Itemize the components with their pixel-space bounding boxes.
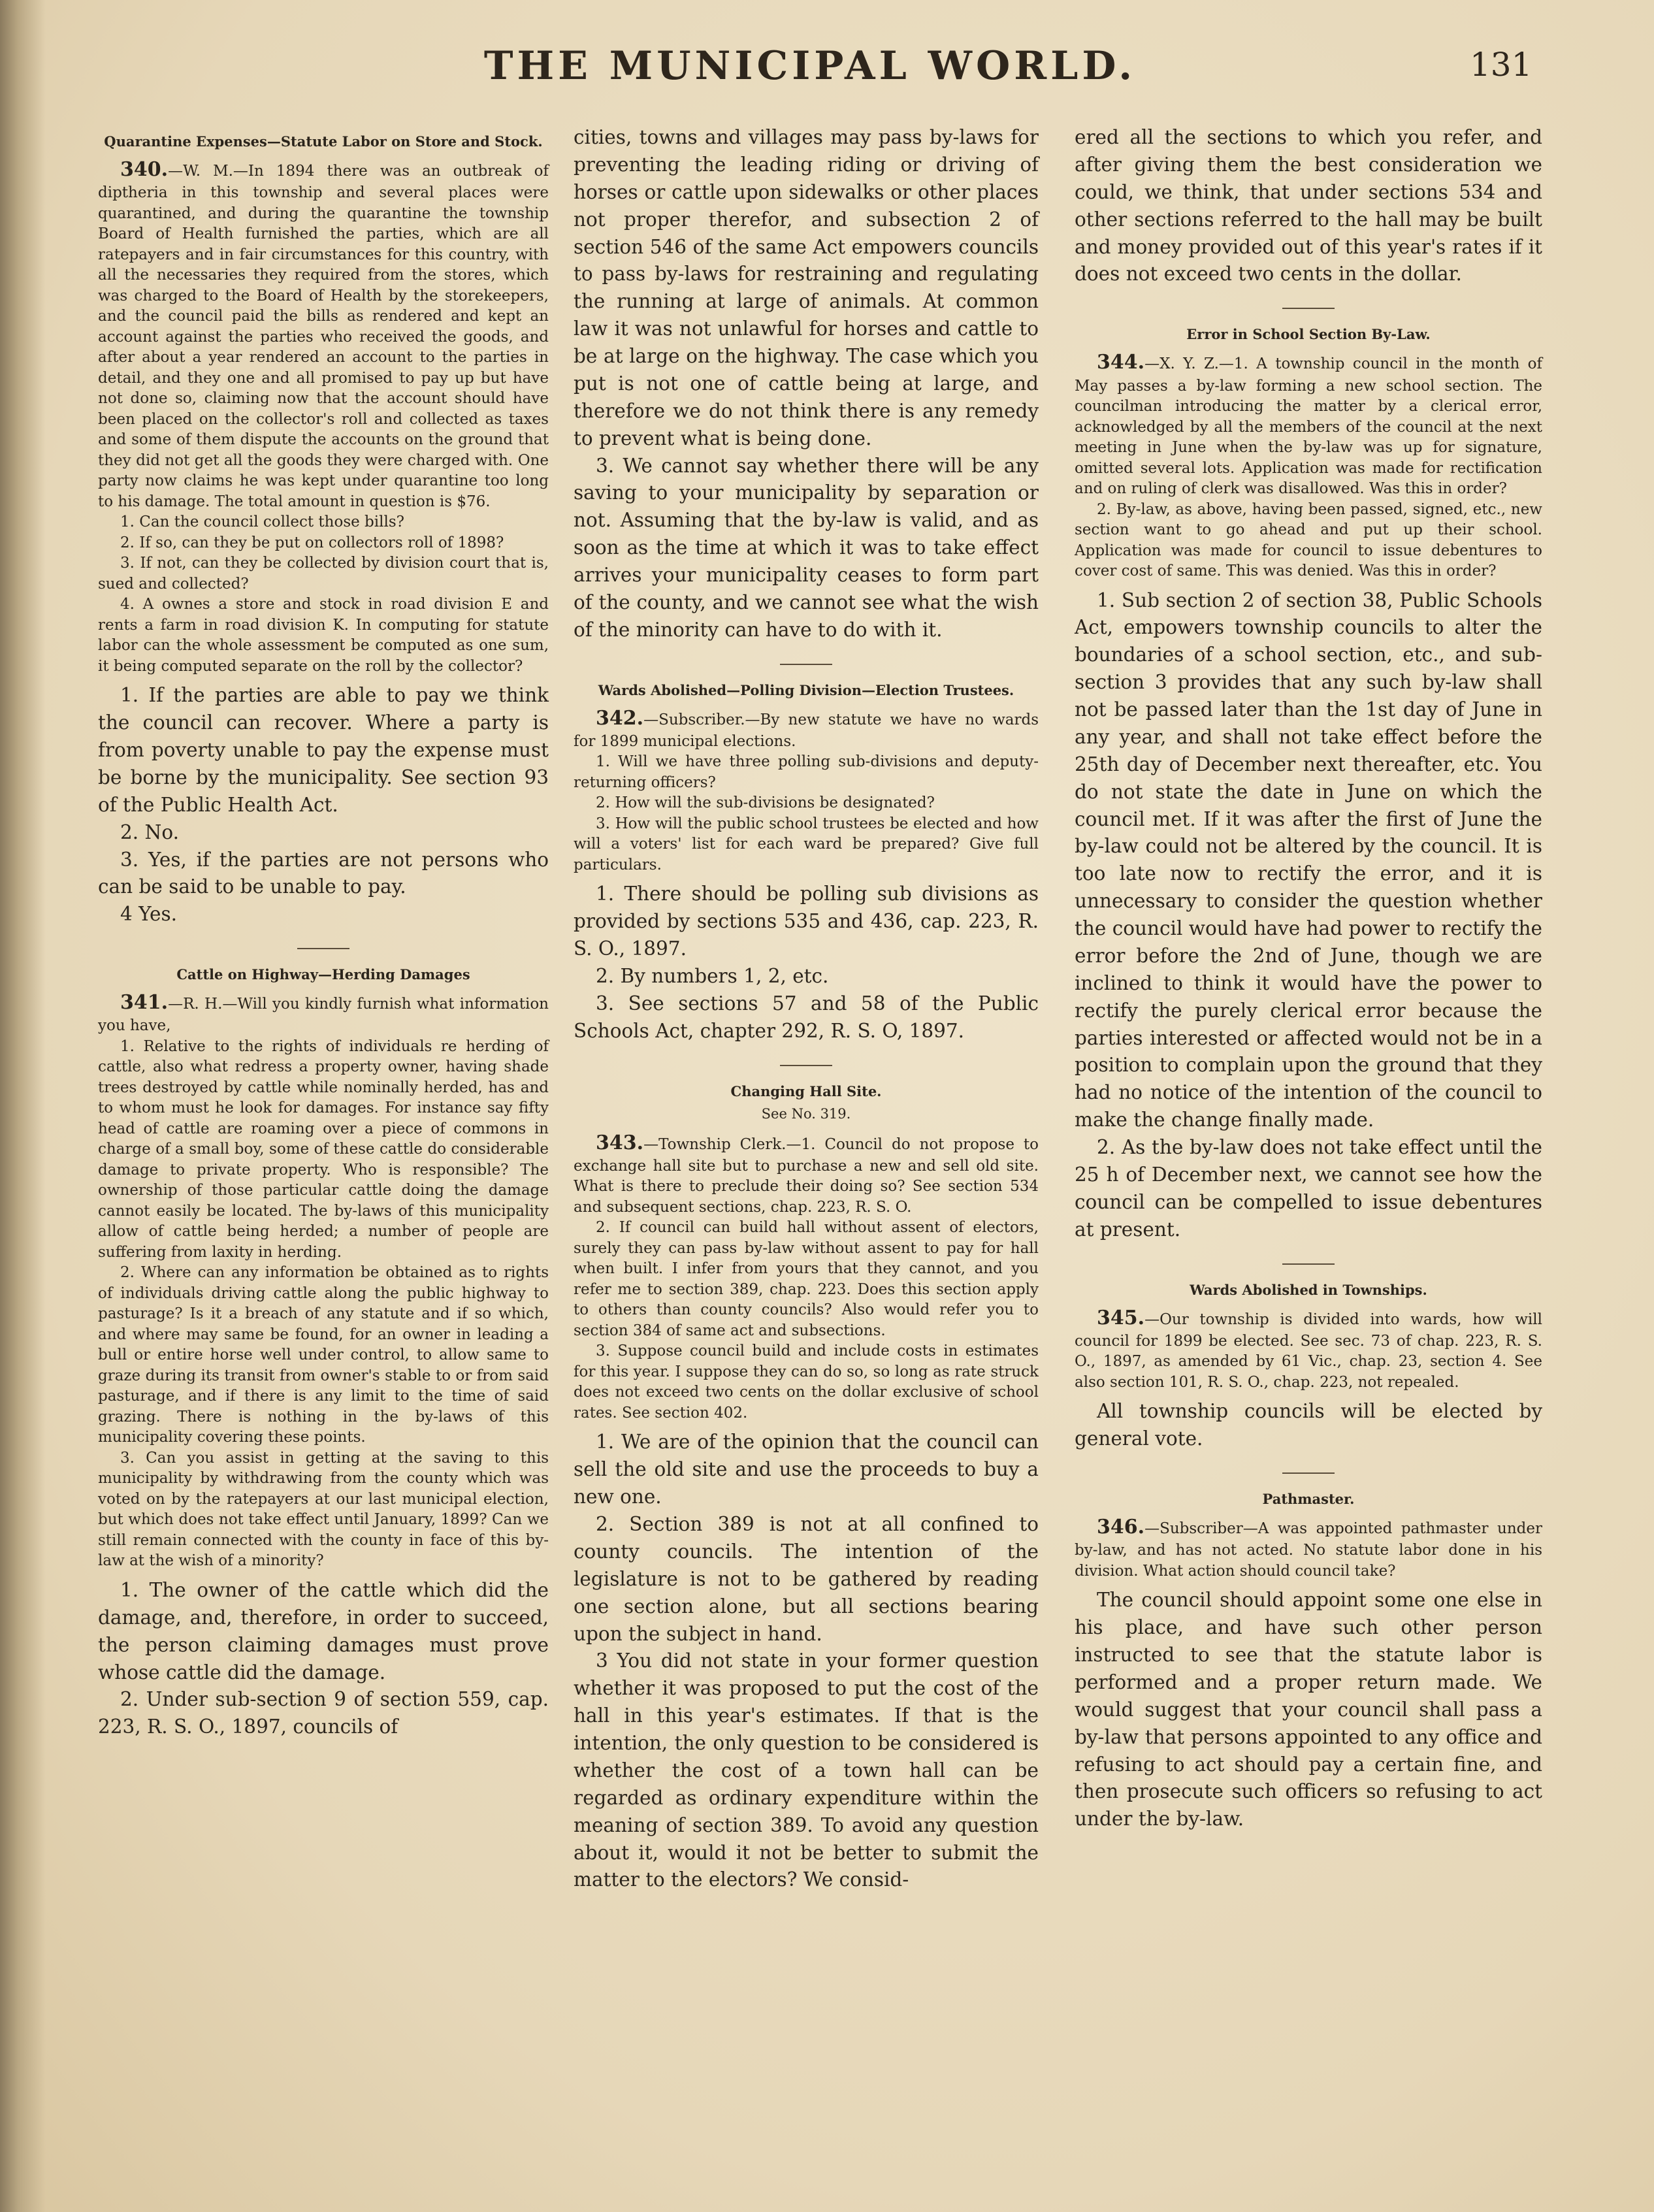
answer-text: 2. Under sub-section 9 of section 559, cap. 223, R. S. O., 1897, councils of: [98, 1688, 549, 1738]
answer-342: [574, 881, 1039, 1045]
question-number: 342.: [596, 706, 644, 730]
question-text: 2. Where can any information be obtained as to rights of individuals driving cattle along the public highway to pasturage? Is it a breach of any statute and if so which, and where may same be found, for an owner in leading a bull or entire horse well under control, to allow same to graze during its transit from owner's stable to or from said pasturage, and if there is any limit to the time of said grazing. There is nothing in the by-laws of this municipality covering these points.: [98, 1264, 549, 1446]
answer-345: [1075, 1398, 1542, 1453]
section-divider: [780, 1065, 832, 1066]
question-number: 340.: [120, 158, 169, 182]
answer-340: [98, 682, 549, 928]
question-text: —X. Y. Z.—1. A township council in the month of May passes a by-law forming a new school section. The councilman introducing the matter by a clerical error, acknowledged by all the members of the council at the next meeting in June when the by-law was up for signature, omitted several lots. Application was made for rectification and on ruling of clerk was disallowed. Was this in order?: [1075, 355, 1542, 498]
question-345: [1075, 1305, 1542, 1393]
question-text: —Our township is divided into wards, how will council for 1899 be elected. See sec. 73 of chap. 223, R. S. O., 1897, as amended by 61 Vic., chap. 23, section 4. See also section 101, R. S. O., chap. 223, not repealed.: [1075, 1310, 1542, 1391]
question-text: 3. If not, can they be collected by division court that is, sued and collected?: [98, 555, 549, 593]
section-title: Error in School Section By-Law.: [1186, 326, 1431, 343]
question-text: 3. Can you assist in getting at the saving to this municipality by withdrawing from the county which was voted on by the ratepayers at our last municipal election, but which does not take effect until January, 1899? Can we still remain connected with the county in face of this by-law at the wish of a minority?: [98, 1449, 549, 1570]
question-340: [98, 156, 549, 677]
answer-343-continued: [1075, 124, 1542, 288]
section-divider: [1282, 1472, 1335, 1474]
question-text: 2. If so, can they be put on collectors roll of 1898?: [120, 534, 504, 551]
question-text: —R. H.—Will you kindly furnish what information you have,: [98, 996, 549, 1035]
question-346: [1075, 1514, 1542, 1582]
column-1: [98, 124, 549, 2169]
question-text: 1. Relative to the rights of individuals re herding of cattle, also what redress a property owner, having shade trees destroyed by cattle while nominally herded, has and to whom must he look for damages. For instance say fifty head of cattle are roaming over a piece of commons in charge of a small boy, some of these cattle do considerable damage to private property. Who is responsible? The ownership of those particular cattle doing the damage cannot easily be located. The by-laws of this municipality allow of cattle being herded; a number of people are suffering from laxity in herding.: [98, 1037, 549, 1261]
answer-text: 1. There should be polling sub divisions as provided by sections 535 and 436, cap. 223, R. S. O., 1897.: [574, 883, 1039, 960]
section-title: Cattle on Highway—Herding Damages: [176, 966, 470, 983]
question-text: 1. Can the council collect those bills?: [120, 513, 404, 531]
answer-text: 1. If the parties are able to pay we think the council can recover. Where a party is from poverty unable to pay the expense must be borne by the municipality. See section 93 of the Public Health Act.: [98, 684, 549, 816]
question-text: 2. If council can build hall without assent of electors, surely they can pass by-law without assent to pay for hall when built. I infer from yours that they cannot, and you refer me to section 389, chap. 223. Does this section apply to others than county councils? Also would refer you to section 384 of same act and subsections.: [574, 1219, 1039, 1339]
question-text: 3. Suppose council build and include costs in estimates for this year. I suppose they can do so, so long as rate struck does not exceed two cents on the dollar exclusive of school rates. See section 402.: [574, 1342, 1039, 1422]
section-title: Wards Abolished—Polling Division—Election Trustees.: [598, 681, 1014, 698]
answer-343: [574, 1429, 1039, 1894]
answer-344: [1075, 587, 1542, 1244]
question-number: 343.: [596, 1131, 644, 1154]
question-number: 344.: [1097, 351, 1145, 374]
question-344: [1075, 349, 1542, 581]
section-subtitle: See No. 319.: [761, 1105, 851, 1122]
question-text: 3. How will the public school trustees be elected and how will a voters' list for each ward be prepared? Give full particulars.: [574, 815, 1039, 873]
answer-341-continued: [574, 124, 1039, 644]
answer-text: ered all the sections to which you refer, and after giving them the best consideration we could, we think, that under sections 534 and other sections referred to the hall may be built and money provided out of this year's rates if it does not exceed two cents in the dollar.: [1075, 126, 1542, 285]
question-number: 346.: [1097, 1516, 1145, 1539]
page-number: 131: [1470, 46, 1532, 84]
question-341: [98, 989, 549, 1572]
page-header: [0, 43, 1654, 102]
question-text: 2. By-law, as above, having been passed, signed, etc., new section want to go ahead and put up their school. Application was made for council to issue debentures to cover cost of same. This was denied. Was this in order?: [1075, 500, 1542, 580]
answer-text: 2. No.: [120, 821, 179, 843]
question-text: —Subscriber.—By new statute we have no wards for 1899 municipal elections.: [574, 711, 1039, 750]
answer-text: The council should appoint some one else in his place, and have such other person instructed to see that the statute labor is performed and a proper return made. We would suggest that your council shall pass a by-law that persons appointed to any office and refusing to act should pay a certain fine, and then prosecute such officers so refusing to act under the by-law.: [1075, 1589, 1542, 1830]
section-title: Changing Hall Site.: [730, 1082, 882, 1099]
masthead: THE MUNICIPAL WORLD.: [483, 43, 1137, 89]
book-gutter: [0, 0, 46, 2212]
question-number: 345.: [1097, 1306, 1145, 1329]
answer-text: 1. Sub section 2 of section 38, Public Schools Act, empowers township councils to alter the boundaries of a school section, etc., and sub-section 3 provides that any such by-law shall not be passed later than the 1st day of June in any year, and shall not take effect before the 25th day of December next thereafter, etc. You do not state the date in June on which the council met. If it was after the first of June the by-law could not be altered by the council. It is too late now to rectify the error, and it is unnecessary to consider the question whether the council would have had power to rectify the error before the 2nd of June, though we are inclined to think it would have the power to rectify the purely clerical error because the parties interested or affected would not be in a position to complain upon the ground that they had no notice of the intention of the council to make the change finally made.: [1075, 589, 1542, 1131]
answer-text: 2. Section 389 is not at all confined to county councils. The intention of the legislature is not to be gathered by reading one section alone, but all sections bearing upon the subject in hand.: [574, 1513, 1039, 1645]
question-text: —W. M.—In 1894 there was an outbreak of diptheria in this township and several places were quarantined, and during the quarantine the township Board of Health furnished the parties, which are all ratepayers and in fair circumstances for this country, with all the necessaries they required from the stores, which was charged to the Board of Health by the storekeepers, and the council paid the bills as rendered and kept an account against the parties who received the goods, and after about a year rendered an account to the parties in detail, and they one and all promised to pay up but have not done so, claiming now that the account should have been placed on the collector's roll and collected as taxes and some of them dispute the accounts on the ground that they did not get all the goods they were charged with. One party now claims he was kept under quarantine too long to his damage. The total amount in question is $76.: [98, 163, 549, 510]
answer-text: 4 Yes.: [120, 903, 178, 926]
section-title: Wards Abolished in Townships.: [1190, 1281, 1427, 1298]
question-343: [574, 1130, 1039, 1424]
column-2: [574, 124, 1039, 2169]
section-title: Quarantine Expenses—Statute Labor on Store and Stock.: [104, 133, 543, 150]
section-divider: [297, 948, 349, 949]
question-text: —Subscriber—A was appointed pathmaster under by-law, and has not acted. No statute labor done in his division. What action should council take?: [1075, 1520, 1542, 1580]
answer-text: 3. Yes, if the parties are not persons who can be said to be unable to pay.: [98, 848, 549, 898]
answer-text: cities, towns and villages may pass by-laws for preventing the leading riding or driving of horses or cattle upon sidewalks or other places not proper therefor, and subsection 2 of section 546 of the same Act empowers councils to pass by-laws for restraining and regulating the running at large of animals. At common law it was not unlawful for horses and cattle to be at large on the highway. The case which you put is not one of cattle being at large, and therefore we do not think there is any remedy to prevent what is being done.: [574, 126, 1039, 449]
question-text: —Township Clerk.—1. Council do not propose to exchange hall site but to purchase a new and sell old site. What is there to preclude their doing so? See section 534 and subsequent sections, chap. 223, R. S. O.: [574, 1135, 1039, 1216]
answer-text: 2. As the by-law does not take effect until the 25 h of December next, we cannot see how the council can be compelled to issue debentures at present.: [1075, 1136, 1542, 1241]
answer-text: 3. We cannot say whether there will be any saving to your municipality by separation or not. Assuming that the by-law is valid, and as soon as the time at which it was to take effect arrives your municipality ceases to form part of the county, and we cannot see what the wish of the minority can have to do with it.: [574, 454, 1039, 641]
answer-text: 1. We are of the opinion that the council can sell the old site and use the proceeds to buy a new one.: [574, 1431, 1039, 1508]
answer-346: [1075, 1587, 1542, 1833]
answer-text: 2. By numbers 1, 2, etc.: [596, 965, 829, 988]
question-text: 4. A ownes a store and stock in road division E and rents a farm in road division K. In computing for statute labor can the whole assessment be computed as one sum, it being computed separate on the roll by the collector?: [98, 596, 549, 675]
answer-text: 3 You did not state in your former question whether it was proposed to put the cost of the hall in this year's estimates. If that is the intention, the only question to be considered is whether the cost of a town hall can be regarded as ordinary expenditure within the meaning of section 389. To avoid any question about it, would it not be better to submit the matter to the electors? We consid-: [574, 1650, 1039, 1891]
question-text: 1. Will we have three polling sub-divisions and deputy-returning officers?: [574, 753, 1039, 791]
question-text: 2. How will the sub-divisions be designated?: [596, 794, 935, 812]
section-divider: [1282, 1263, 1335, 1265]
section-divider: [780, 664, 832, 665]
column-3: [1075, 124, 1542, 2169]
answer-text: 1. The owner of the cattle which did the damage, and, therefore, in order to succeed, the person claiming damages must prove whose cattle did the damage.: [98, 1578, 549, 1683]
question-342: [574, 705, 1039, 876]
question-number: 341.: [120, 991, 169, 1015]
section-title: Pathmaster.: [1262, 1491, 1355, 1508]
answer-text: 3. See sections 57 and 58 of the Public Schools Act, chapter 292, R. S. O, 1897.: [574, 992, 1039, 1042]
answer-text: All township councils will be elected by general vote.: [1075, 1400, 1542, 1450]
section-divider: [1282, 308, 1335, 309]
answer-341: [98, 1577, 549, 1741]
